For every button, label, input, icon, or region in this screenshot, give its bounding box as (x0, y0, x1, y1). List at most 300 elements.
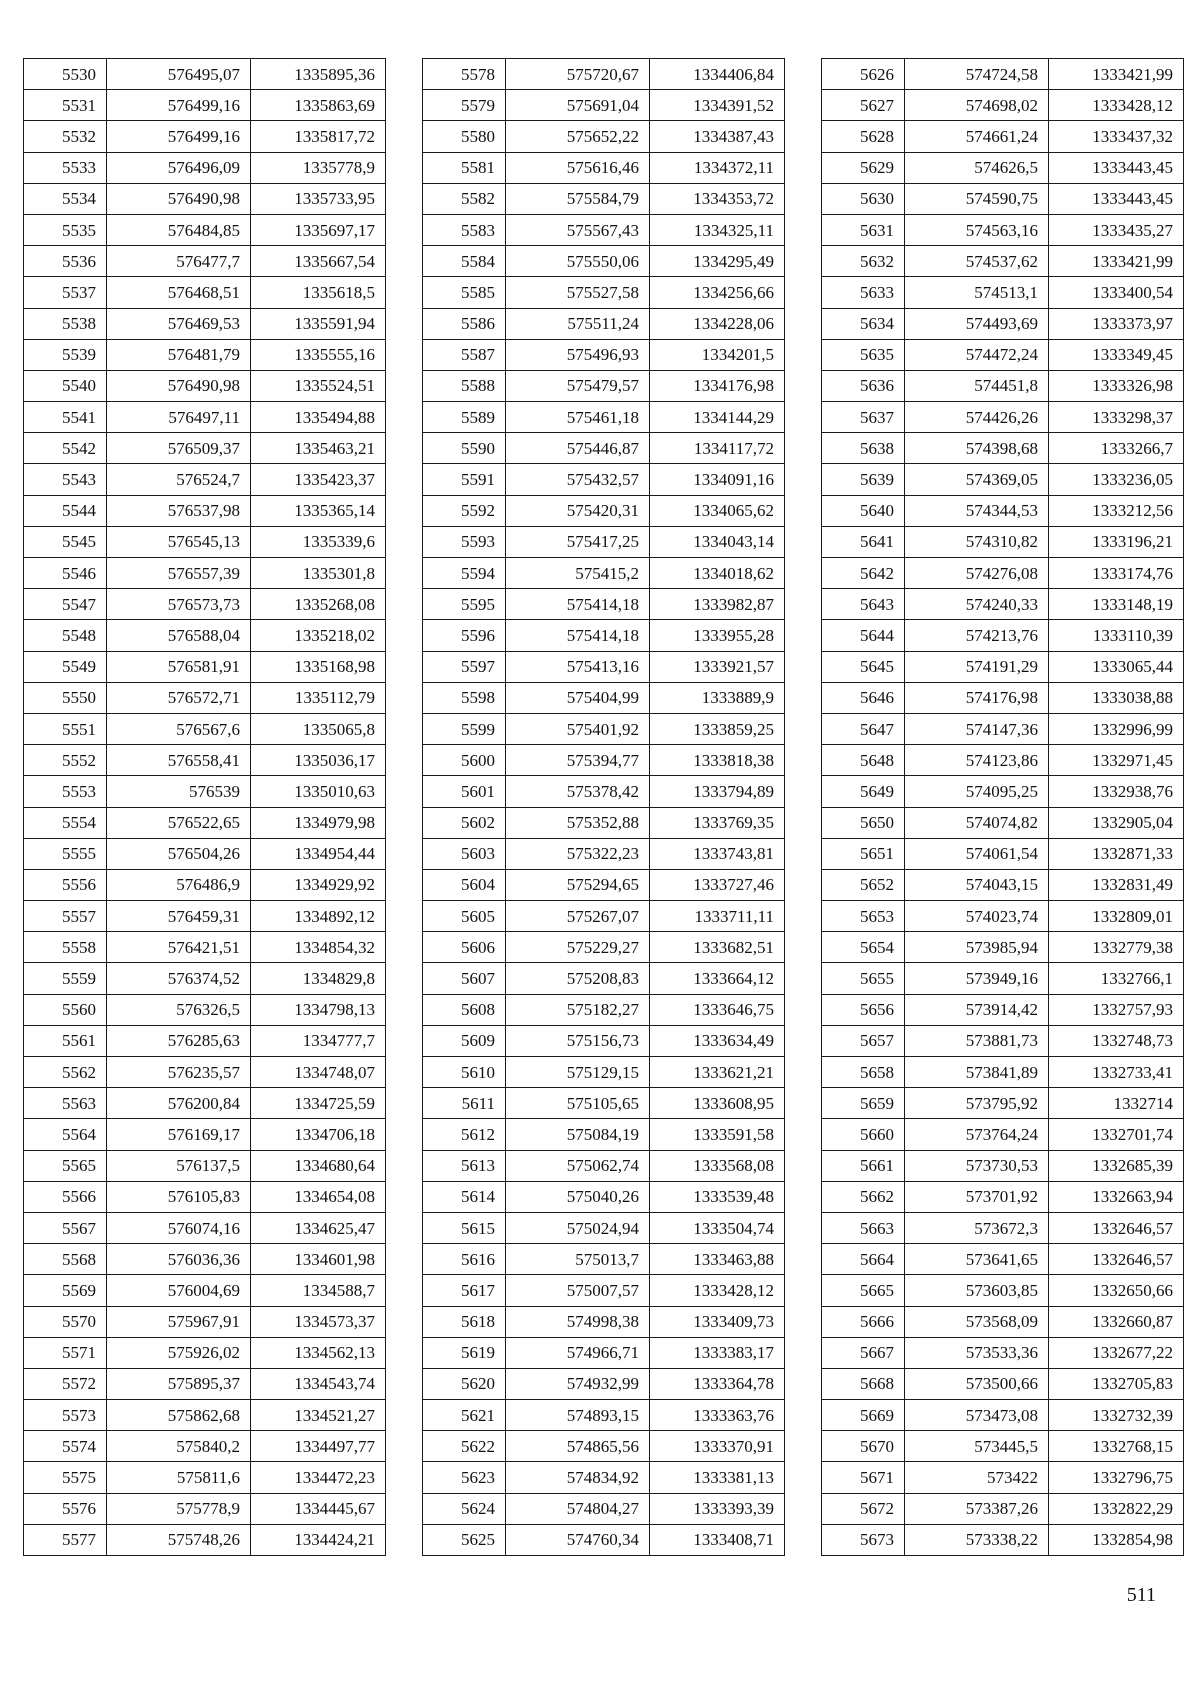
point-number-cell: 5656 (822, 994, 905, 1025)
x-coordinate-cell: 573568,09 (905, 1306, 1049, 1337)
table-row (423, 1244, 785, 1275)
x-coordinate-cell: 575415,2 (506, 558, 650, 589)
x-coordinate-cell: 574176,98 (905, 682, 1049, 713)
y-coordinate-cell: 1333174,76 (1049, 558, 1184, 589)
table-row (423, 308, 785, 339)
x-coordinate-cell: 576490,98 (107, 370, 251, 401)
y-coordinate-cell: 1334325,11 (650, 214, 785, 245)
y-coordinate-cell: 1332796,75 (1049, 1462, 1184, 1493)
table-row (24, 1150, 386, 1181)
x-coordinate-cell: 573533,36 (905, 1337, 1049, 1368)
point-number-cell: 5606 (423, 932, 506, 963)
y-coordinate-cell: 1332822,29 (1049, 1493, 1184, 1524)
point-number-cell: 5534 (24, 183, 107, 214)
table-row (24, 869, 386, 900)
table-row (24, 370, 386, 401)
point-number-cell: 5591 (423, 464, 506, 495)
table-row (822, 59, 1184, 90)
point-number-cell: 5603 (423, 838, 506, 869)
point-number-cell: 5533 (24, 152, 107, 183)
y-coordinate-cell: 1332705,83 (1049, 1368, 1184, 1399)
point-number-cell: 5643 (822, 589, 905, 620)
x-coordinate-cell: 575567,43 (506, 214, 650, 245)
x-coordinate-cell: 575496,93 (506, 339, 650, 370)
y-coordinate-cell: 1332757,93 (1049, 994, 1184, 1025)
point-number-cell: 5531 (24, 90, 107, 121)
point-number-cell: 5594 (423, 558, 506, 589)
x-coordinate-cell: 574213,76 (905, 620, 1049, 651)
table-row (24, 339, 386, 370)
x-coordinate-cell: 576497,11 (107, 402, 251, 433)
x-coordinate-cell: 573641,65 (905, 1244, 1049, 1275)
point-number-cell: 5549 (24, 651, 107, 682)
table-row (822, 807, 1184, 838)
x-coordinate-cell: 573672,3 (905, 1212, 1049, 1243)
x-coordinate-cell: 574804,27 (506, 1493, 650, 1524)
point-number-cell: 5568 (24, 1244, 107, 1275)
table-row (24, 526, 386, 557)
y-coordinate-cell: 1333437,32 (1049, 121, 1184, 152)
table-row (423, 838, 785, 869)
x-coordinate-cell: 576459,31 (107, 901, 251, 932)
point-number-cell: 5624 (423, 1493, 506, 1524)
table-row (822, 433, 1184, 464)
y-coordinate-cell: 1333711,11 (650, 901, 785, 932)
y-coordinate-cell: 1335697,17 (251, 214, 386, 245)
point-number-cell: 5614 (423, 1181, 506, 1212)
y-coordinate-cell: 1334256,66 (650, 277, 785, 308)
table-row (24, 1431, 386, 1462)
x-coordinate-cell: 574095,25 (905, 776, 1049, 807)
point-number-cell: 5585 (423, 277, 506, 308)
table-row (423, 433, 785, 464)
point-number-cell: 5664 (822, 1244, 905, 1275)
point-number-cell: 5592 (423, 495, 506, 526)
y-coordinate-cell: 1334562,13 (251, 1337, 386, 1368)
x-coordinate-cell: 573949,16 (905, 963, 1049, 994)
x-coordinate-cell: 576326,5 (107, 994, 251, 1025)
y-coordinate-cell: 1333110,39 (1049, 620, 1184, 651)
table-row (822, 1524, 1184, 1555)
point-number-cell: 5647 (822, 713, 905, 744)
x-coordinate-cell: 575840,2 (107, 1431, 251, 1462)
point-number-cell: 5602 (423, 807, 506, 838)
table-row (822, 713, 1184, 744)
y-coordinate-cell: 1333504,74 (650, 1212, 785, 1243)
y-coordinate-cell: 1334497,77 (251, 1431, 386, 1462)
x-coordinate-cell: 575129,15 (506, 1057, 650, 1088)
point-number-cell: 5596 (423, 620, 506, 651)
point-number-cell: 5667 (822, 1337, 905, 1368)
table-row (24, 1368, 386, 1399)
x-coordinate-cell: 574932,99 (506, 1368, 650, 1399)
table-row (822, 651, 1184, 682)
y-coordinate-cell: 1334295,49 (650, 246, 785, 277)
table-row (423, 1524, 785, 1555)
point-number-cell: 5627 (822, 90, 905, 121)
y-coordinate-cell: 1333364,78 (650, 1368, 785, 1399)
x-coordinate-cell: 574074,82 (905, 807, 1049, 838)
table-row (423, 90, 785, 121)
y-coordinate-cell: 1333298,37 (1049, 402, 1184, 433)
x-coordinate-cell: 576469,53 (107, 308, 251, 339)
x-coordinate-cell: 574865,56 (506, 1431, 650, 1462)
y-coordinate-cell: 1333743,81 (650, 838, 785, 869)
x-coordinate-cell: 576477,7 (107, 246, 251, 277)
x-coordinate-cell: 575446,87 (506, 433, 650, 464)
y-coordinate-cell: 1332650,66 (1049, 1275, 1184, 1306)
point-number-cell: 5581 (423, 152, 506, 183)
table-row (24, 1524, 386, 1555)
y-coordinate-cell: 1334680,64 (251, 1150, 386, 1181)
y-coordinate-cell: 1333428,12 (1049, 90, 1184, 121)
x-coordinate-cell: 576581,91 (107, 651, 251, 682)
y-coordinate-cell: 1333326,98 (1049, 370, 1184, 401)
x-coordinate-cell: 575652,22 (506, 121, 650, 152)
y-coordinate-cell: 1334625,47 (251, 1212, 386, 1243)
table-row (24, 1244, 386, 1275)
point-number-cell: 5567 (24, 1212, 107, 1243)
y-coordinate-cell: 1333383,17 (650, 1337, 785, 1368)
point-number-cell: 5657 (822, 1025, 905, 1056)
x-coordinate-cell: 573841,89 (905, 1057, 1049, 1088)
table-row (822, 1493, 1184, 1524)
table-row (423, 1431, 785, 1462)
y-coordinate-cell: 1335778,9 (251, 152, 386, 183)
point-number-cell: 5639 (822, 464, 905, 495)
table-row (24, 901, 386, 932)
y-coordinate-cell: 1334777,7 (251, 1025, 386, 1056)
point-number-cell: 5644 (822, 620, 905, 651)
point-number-cell: 5584 (423, 246, 506, 277)
point-number-cell: 5550 (24, 682, 107, 713)
x-coordinate-cell: 576105,83 (107, 1181, 251, 1212)
point-number-cell: 5648 (822, 745, 905, 776)
point-number-cell: 5615 (423, 1212, 506, 1243)
point-number-cell: 5547 (24, 589, 107, 620)
y-coordinate-cell: 1334521,27 (251, 1400, 386, 1431)
y-coordinate-cell: 1335065,8 (251, 713, 386, 744)
x-coordinate-cell: 574123,86 (905, 745, 1049, 776)
point-number-cell: 5604 (423, 869, 506, 900)
y-coordinate-cell: 1332685,39 (1049, 1150, 1184, 1181)
x-coordinate-cell: 574061,54 (905, 838, 1049, 869)
y-coordinate-cell: 1334892,12 (251, 901, 386, 932)
table-row (423, 1400, 785, 1431)
y-coordinate-cell: 1333982,87 (650, 589, 785, 620)
y-coordinate-cell: 1333212,56 (1049, 495, 1184, 526)
y-coordinate-cell: 1332701,74 (1049, 1119, 1184, 1150)
y-coordinate-cell: 1333363,76 (650, 1400, 785, 1431)
table-row (24, 589, 386, 620)
x-coordinate-cell: 576522,65 (107, 807, 251, 838)
x-coordinate-cell: 575182,27 (506, 994, 650, 1025)
x-coordinate-cell: 574998,38 (506, 1306, 650, 1337)
point-number-cell: 5536 (24, 246, 107, 277)
point-number-cell: 5617 (423, 1275, 506, 1306)
table-row (24, 1057, 386, 1088)
table-row (24, 1462, 386, 1493)
table-row (423, 246, 785, 277)
x-coordinate-cell: 574724,58 (905, 59, 1049, 90)
x-coordinate-cell: 576490,98 (107, 183, 251, 214)
point-number-cell: 5616 (423, 1244, 506, 1275)
x-coordinate-cell: 574698,02 (905, 90, 1049, 121)
table-row (822, 589, 1184, 620)
point-number-cell: 5579 (423, 90, 506, 121)
table-row (822, 121, 1184, 152)
table-row (822, 1431, 1184, 1462)
point-number-cell: 5555 (24, 838, 107, 869)
y-coordinate-cell: 1334979,98 (251, 807, 386, 838)
point-number-cell: 5577 (24, 1524, 107, 1555)
point-number-cell: 5561 (24, 1025, 107, 1056)
y-coordinate-cell: 1333393,39 (650, 1493, 785, 1524)
y-coordinate-cell: 1334387,43 (650, 121, 785, 152)
x-coordinate-cell: 575024,94 (506, 1212, 650, 1243)
y-coordinate-cell: 1333463,88 (650, 1244, 785, 1275)
y-coordinate-cell: 1333727,46 (650, 869, 785, 900)
point-number-cell: 5651 (822, 838, 905, 869)
point-number-cell: 5629 (822, 152, 905, 183)
point-number-cell: 5599 (423, 713, 506, 744)
point-number-cell: 5573 (24, 1400, 107, 1431)
x-coordinate-cell: 575007,57 (506, 1275, 650, 1306)
y-coordinate-cell: 1333421,99 (1049, 59, 1184, 90)
table-row (423, 1275, 785, 1306)
table-row (822, 1119, 1184, 1150)
y-coordinate-cell: 1333682,51 (650, 932, 785, 963)
y-coordinate-cell: 1335365,14 (251, 495, 386, 526)
x-coordinate-cell: 574661,24 (905, 121, 1049, 152)
x-coordinate-cell: 575013,7 (506, 1244, 650, 1275)
x-coordinate-cell: 574398,68 (905, 433, 1049, 464)
x-coordinate-cell: 575720,67 (506, 59, 650, 90)
y-coordinate-cell: 1335667,54 (251, 246, 386, 277)
y-coordinate-cell: 1333634,49 (650, 1025, 785, 1056)
x-coordinate-cell: 575895,37 (107, 1368, 251, 1399)
table-row (822, 1462, 1184, 1493)
x-coordinate-cell: 575414,18 (506, 589, 650, 620)
table-row (423, 745, 785, 776)
y-coordinate-cell: 1334445,67 (251, 1493, 386, 1524)
x-coordinate-cell: 574760,34 (506, 1524, 650, 1555)
table-row (822, 1212, 1184, 1243)
point-number-cell: 5569 (24, 1275, 107, 1306)
x-coordinate-cell: 576484,85 (107, 214, 251, 245)
x-coordinate-cell: 574043,15 (905, 869, 1049, 900)
y-coordinate-cell: 1332996,99 (1049, 713, 1184, 744)
y-coordinate-cell: 1332646,57 (1049, 1212, 1184, 1243)
y-coordinate-cell: 1332714 (1049, 1088, 1184, 1119)
table-row (822, 1400, 1184, 1431)
table-row (822, 932, 1184, 963)
point-number-cell: 5663 (822, 1212, 905, 1243)
table-row (822, 963, 1184, 994)
point-number-cell: 5575 (24, 1462, 107, 1493)
x-coordinate-cell: 575550,06 (506, 246, 650, 277)
x-coordinate-cell: 575352,88 (506, 807, 650, 838)
y-coordinate-cell: 1333889,9 (650, 682, 785, 713)
table-row (24, 152, 386, 183)
x-coordinate-cell: 575322,23 (506, 838, 650, 869)
point-number-cell: 5649 (822, 776, 905, 807)
table-row (24, 838, 386, 869)
y-coordinate-cell: 1334372,11 (650, 152, 785, 183)
point-number-cell: 5634 (822, 308, 905, 339)
x-coordinate-cell: 576567,6 (107, 713, 251, 744)
y-coordinate-cell: 1333400,54 (1049, 277, 1184, 308)
table-row (822, 339, 1184, 370)
y-coordinate-cell: 1334176,98 (650, 370, 785, 401)
point-number-cell: 5588 (423, 370, 506, 401)
y-coordinate-cell: 1334228,06 (650, 308, 785, 339)
table-row (423, 59, 785, 90)
y-coordinate-cell: 1335010,63 (251, 776, 386, 807)
table-row (423, 1212, 785, 1243)
y-coordinate-cell: 1333435,27 (1049, 214, 1184, 245)
y-coordinate-cell: 1333646,75 (650, 994, 785, 1025)
y-coordinate-cell: 1334854,32 (251, 932, 386, 963)
x-coordinate-cell: 573914,42 (905, 994, 1049, 1025)
x-coordinate-cell: 573795,92 (905, 1088, 1049, 1119)
y-coordinate-cell: 1332779,38 (1049, 932, 1184, 963)
x-coordinate-cell: 575420,31 (506, 495, 650, 526)
y-coordinate-cell: 1335301,8 (251, 558, 386, 589)
point-number-cell: 5646 (822, 682, 905, 713)
y-coordinate-cell: 1332809,01 (1049, 901, 1184, 932)
table-row (24, 1181, 386, 1212)
point-number-cell: 5605 (423, 901, 506, 932)
y-coordinate-cell: 1332905,04 (1049, 807, 1184, 838)
coordinate-table-2 (422, 58, 785, 1556)
point-number-cell: 5541 (24, 402, 107, 433)
y-coordinate-cell: 1334472,23 (251, 1462, 386, 1493)
x-coordinate-cell: 573730,53 (905, 1150, 1049, 1181)
x-coordinate-cell: 574147,36 (905, 713, 1049, 744)
table-row (24, 1275, 386, 1306)
point-number-cell: 5632 (822, 246, 905, 277)
table-row (822, 308, 1184, 339)
x-coordinate-cell: 573985,94 (905, 932, 1049, 963)
point-number-cell: 5557 (24, 901, 107, 932)
point-number-cell: 5630 (822, 183, 905, 214)
table-row (24, 464, 386, 495)
table-row (24, 433, 386, 464)
table-row (822, 183, 1184, 214)
x-coordinate-cell: 575156,73 (506, 1025, 650, 1056)
y-coordinate-cell: 1333664,12 (650, 963, 785, 994)
table-row (423, 402, 785, 433)
table-row (822, 558, 1184, 589)
point-number-cell: 5593 (423, 526, 506, 557)
y-coordinate-cell: 1332677,22 (1049, 1337, 1184, 1368)
x-coordinate-cell: 576495,07 (107, 59, 251, 90)
y-coordinate-cell: 1333859,25 (650, 713, 785, 744)
x-coordinate-cell: 575208,83 (506, 963, 650, 994)
table-row (822, 1025, 1184, 1056)
x-coordinate-cell: 573701,92 (905, 1181, 1049, 1212)
point-number-cell: 5621 (423, 1400, 506, 1431)
x-coordinate-cell: 576285,63 (107, 1025, 251, 1056)
y-coordinate-cell: 1332971,45 (1049, 745, 1184, 776)
y-coordinate-cell: 1334929,92 (251, 869, 386, 900)
point-number-cell: 5668 (822, 1368, 905, 1399)
x-coordinate-cell: 575461,18 (506, 402, 650, 433)
y-coordinate-cell: 1335268,08 (251, 589, 386, 620)
table-row (822, 682, 1184, 713)
y-coordinate-cell: 1333408,71 (650, 1524, 785, 1555)
y-coordinate-cell: 1334588,7 (251, 1275, 386, 1306)
point-number-cell: 5623 (423, 1462, 506, 1493)
table-row (24, 932, 386, 963)
point-number-cell: 5671 (822, 1462, 905, 1493)
table-row (423, 277, 785, 308)
table-row (423, 464, 785, 495)
x-coordinate-cell: 576509,37 (107, 433, 251, 464)
x-coordinate-cell: 573473,08 (905, 1400, 1049, 1431)
coordinate-table-1 (23, 58, 386, 1556)
point-number-cell: 5563 (24, 1088, 107, 1119)
table-row (423, 339, 785, 370)
x-coordinate-cell: 575294,65 (506, 869, 650, 900)
y-coordinate-cell: 1334391,52 (650, 90, 785, 121)
x-coordinate-cell: 575527,58 (506, 277, 650, 308)
table-row (24, 90, 386, 121)
table-row (423, 932, 785, 963)
table-row (24, 308, 386, 339)
y-coordinate-cell: 1333065,44 (1049, 651, 1184, 682)
x-coordinate-cell: 575511,24 (506, 308, 650, 339)
x-coordinate-cell: 573764,24 (905, 1119, 1049, 1150)
table-row (24, 277, 386, 308)
table-row (822, 402, 1184, 433)
y-coordinate-cell: 1332732,39 (1049, 1400, 1184, 1431)
x-coordinate-cell: 575401,92 (506, 713, 650, 744)
y-coordinate-cell: 1334543,74 (251, 1368, 386, 1399)
point-number-cell: 5673 (822, 1524, 905, 1555)
y-coordinate-cell: 1335863,69 (251, 90, 386, 121)
point-number-cell: 5631 (822, 214, 905, 245)
table-row (423, 370, 785, 401)
table-row (822, 1275, 1184, 1306)
point-number-cell: 5532 (24, 121, 107, 152)
x-coordinate-cell: 576539 (107, 776, 251, 807)
x-coordinate-cell: 576421,51 (107, 932, 251, 963)
y-coordinate-cell: 1333421,99 (1049, 246, 1184, 277)
table-row (423, 558, 785, 589)
x-coordinate-cell: 575417,25 (506, 526, 650, 557)
table-row (423, 901, 785, 932)
x-coordinate-cell: 574966,71 (506, 1337, 650, 1368)
point-number-cell: 5544 (24, 495, 107, 526)
y-coordinate-cell: 1333443,45 (1049, 183, 1184, 214)
point-number-cell: 5672 (822, 1493, 905, 1524)
x-coordinate-cell: 575229,27 (506, 932, 650, 963)
point-number-cell: 5600 (423, 745, 506, 776)
point-number-cell: 5633 (822, 277, 905, 308)
table-row (822, 1181, 1184, 1212)
y-coordinate-cell: 1334748,07 (251, 1057, 386, 1088)
x-coordinate-cell: 574426,26 (905, 402, 1049, 433)
point-number-cell: 5537 (24, 277, 107, 308)
y-coordinate-cell: 1335036,17 (251, 745, 386, 776)
y-coordinate-cell: 1335339,6 (251, 526, 386, 557)
point-number-cell: 5580 (423, 121, 506, 152)
x-coordinate-cell: 576504,26 (107, 838, 251, 869)
table-row (423, 1025, 785, 1056)
point-number-cell: 5641 (822, 526, 905, 557)
